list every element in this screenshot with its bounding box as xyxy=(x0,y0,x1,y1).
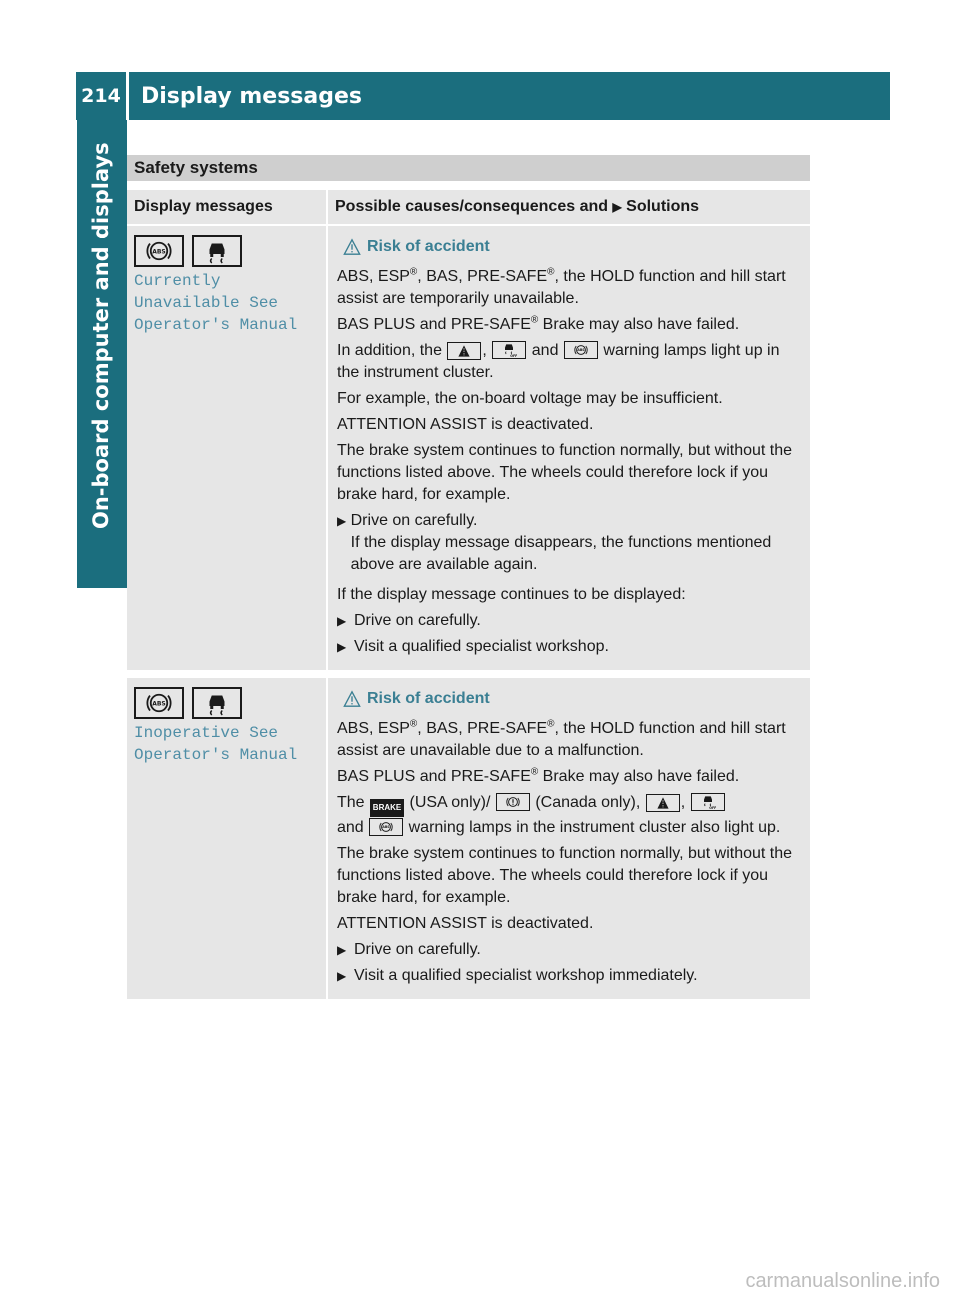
instruction-step: ▶ Drive on carefully. xyxy=(337,610,804,632)
abs-icon xyxy=(134,235,184,267)
paragraph: In addition, the , and warning lamps light up in the instrument cluster. xyxy=(337,342,780,381)
paragraph: The brake system continues to function normally, but without the functions listed above. The wheels could therefore lock if you brake hard, for example. xyxy=(337,442,793,503)
esp-off-icon xyxy=(492,341,526,359)
instruction-step: ▶ Drive on carefully. If the display message disappears, the functions mentioned above are available again. xyxy=(337,510,804,576)
instruction-step: ▶ Visit a qualified specialist workshop. xyxy=(337,636,804,658)
paragraph: ATTENTION ASSIST is deactivated. xyxy=(337,915,594,932)
paragraph: ABS, ESP®, BAS, PRE-SAFE®, the HOLD function and hill start assist are temporarily unavailable. xyxy=(337,266,786,307)
paragraph: If the display message continues to be displayed: xyxy=(337,586,686,603)
risk-label: Risk of accident xyxy=(367,238,490,255)
risk-warning xyxy=(343,236,804,258)
paragraph: ATTENTION ASSIST is deactivated. xyxy=(337,416,594,433)
risk-label: Risk of accident xyxy=(367,690,490,707)
causes-solutions-cell xyxy=(328,226,810,678)
instruction-step: ▶ Visit a qualified specialist workshop immediately. xyxy=(337,965,804,987)
watermark: carmanualsonline.info xyxy=(745,1270,940,1292)
brake-icon: BRAKE xyxy=(370,799,404,817)
step-arrow-icon: ▶ xyxy=(337,640,347,654)
display-messages-table xyxy=(127,190,810,999)
col-header-solutions xyxy=(328,190,810,226)
side-tab-label: On-board computer and displays xyxy=(89,142,113,529)
section-title: Safety systems xyxy=(127,155,810,181)
abs-icon xyxy=(369,818,403,836)
esp-off-icon xyxy=(691,793,725,811)
risk-warning xyxy=(343,688,804,710)
step-arrow-icon: ▶ xyxy=(337,943,347,957)
instruction-step: ▶ Drive on carefully. xyxy=(337,939,804,961)
solution-arrow-icon: ▶ xyxy=(612,200,622,214)
paragraph: BAS PLUS and PRE-SAFE® Brake may also have failed. xyxy=(337,314,740,333)
step-arrow-icon: ▶ xyxy=(337,514,347,528)
page-header xyxy=(76,72,890,120)
causes-solutions-cell xyxy=(328,678,810,999)
page-number: 214 xyxy=(81,85,121,107)
col-header-causes-label: Possible causes/consequences and xyxy=(335,198,609,215)
message-icons xyxy=(134,687,319,719)
display-message-text: Inoperative See Operator's Manual xyxy=(134,724,298,764)
col-header-solutions-label: Solutions xyxy=(626,198,700,215)
display-message-cell xyxy=(127,226,328,678)
step-arrow-icon: ▶ xyxy=(337,969,347,983)
table-row xyxy=(127,678,810,999)
step-arrow-icon: ▶ xyxy=(337,614,347,628)
paragraph: The brake system continues to function normally, but without the functions listed above. The wheels could therefore lock if you brake hard, for example. xyxy=(337,845,793,906)
paragraph: The BRAKE (USA only)/ (Canada only), , and warning lamps in the instrument cluster also light up. xyxy=(337,794,781,836)
brake-warning-icon xyxy=(496,793,530,811)
side-tab-marker xyxy=(77,535,127,588)
display-message-text: Currently Unavailable See Operator's Manual xyxy=(134,272,298,334)
skid-control-icon xyxy=(192,687,242,719)
display-message-cell xyxy=(127,678,328,999)
warning-triangle-icon xyxy=(343,690,361,708)
paragraph: For example, the on-board voltage may be insufficient. xyxy=(337,390,723,407)
paragraph: BAS PLUS and PRE-SAFE® Brake may also have failed. xyxy=(337,766,740,785)
col-header-display-messages: Display messages xyxy=(127,190,328,226)
message-icons xyxy=(134,235,319,267)
paragraph: ABS, ESP®, BAS, PRE-SAFE®, the HOLD function and hill start assist are unavailable due to a malfunction. xyxy=(337,718,786,759)
table-header-row xyxy=(127,190,810,226)
warning-triangle-icon xyxy=(343,238,361,256)
skid-control-icon xyxy=(192,235,242,267)
road-warning-icon xyxy=(646,794,680,812)
road-warning-icon xyxy=(447,342,481,360)
table-row xyxy=(127,226,810,678)
page-title: Display messages xyxy=(141,83,362,109)
abs-icon xyxy=(564,341,598,359)
abs-icon xyxy=(134,687,184,719)
